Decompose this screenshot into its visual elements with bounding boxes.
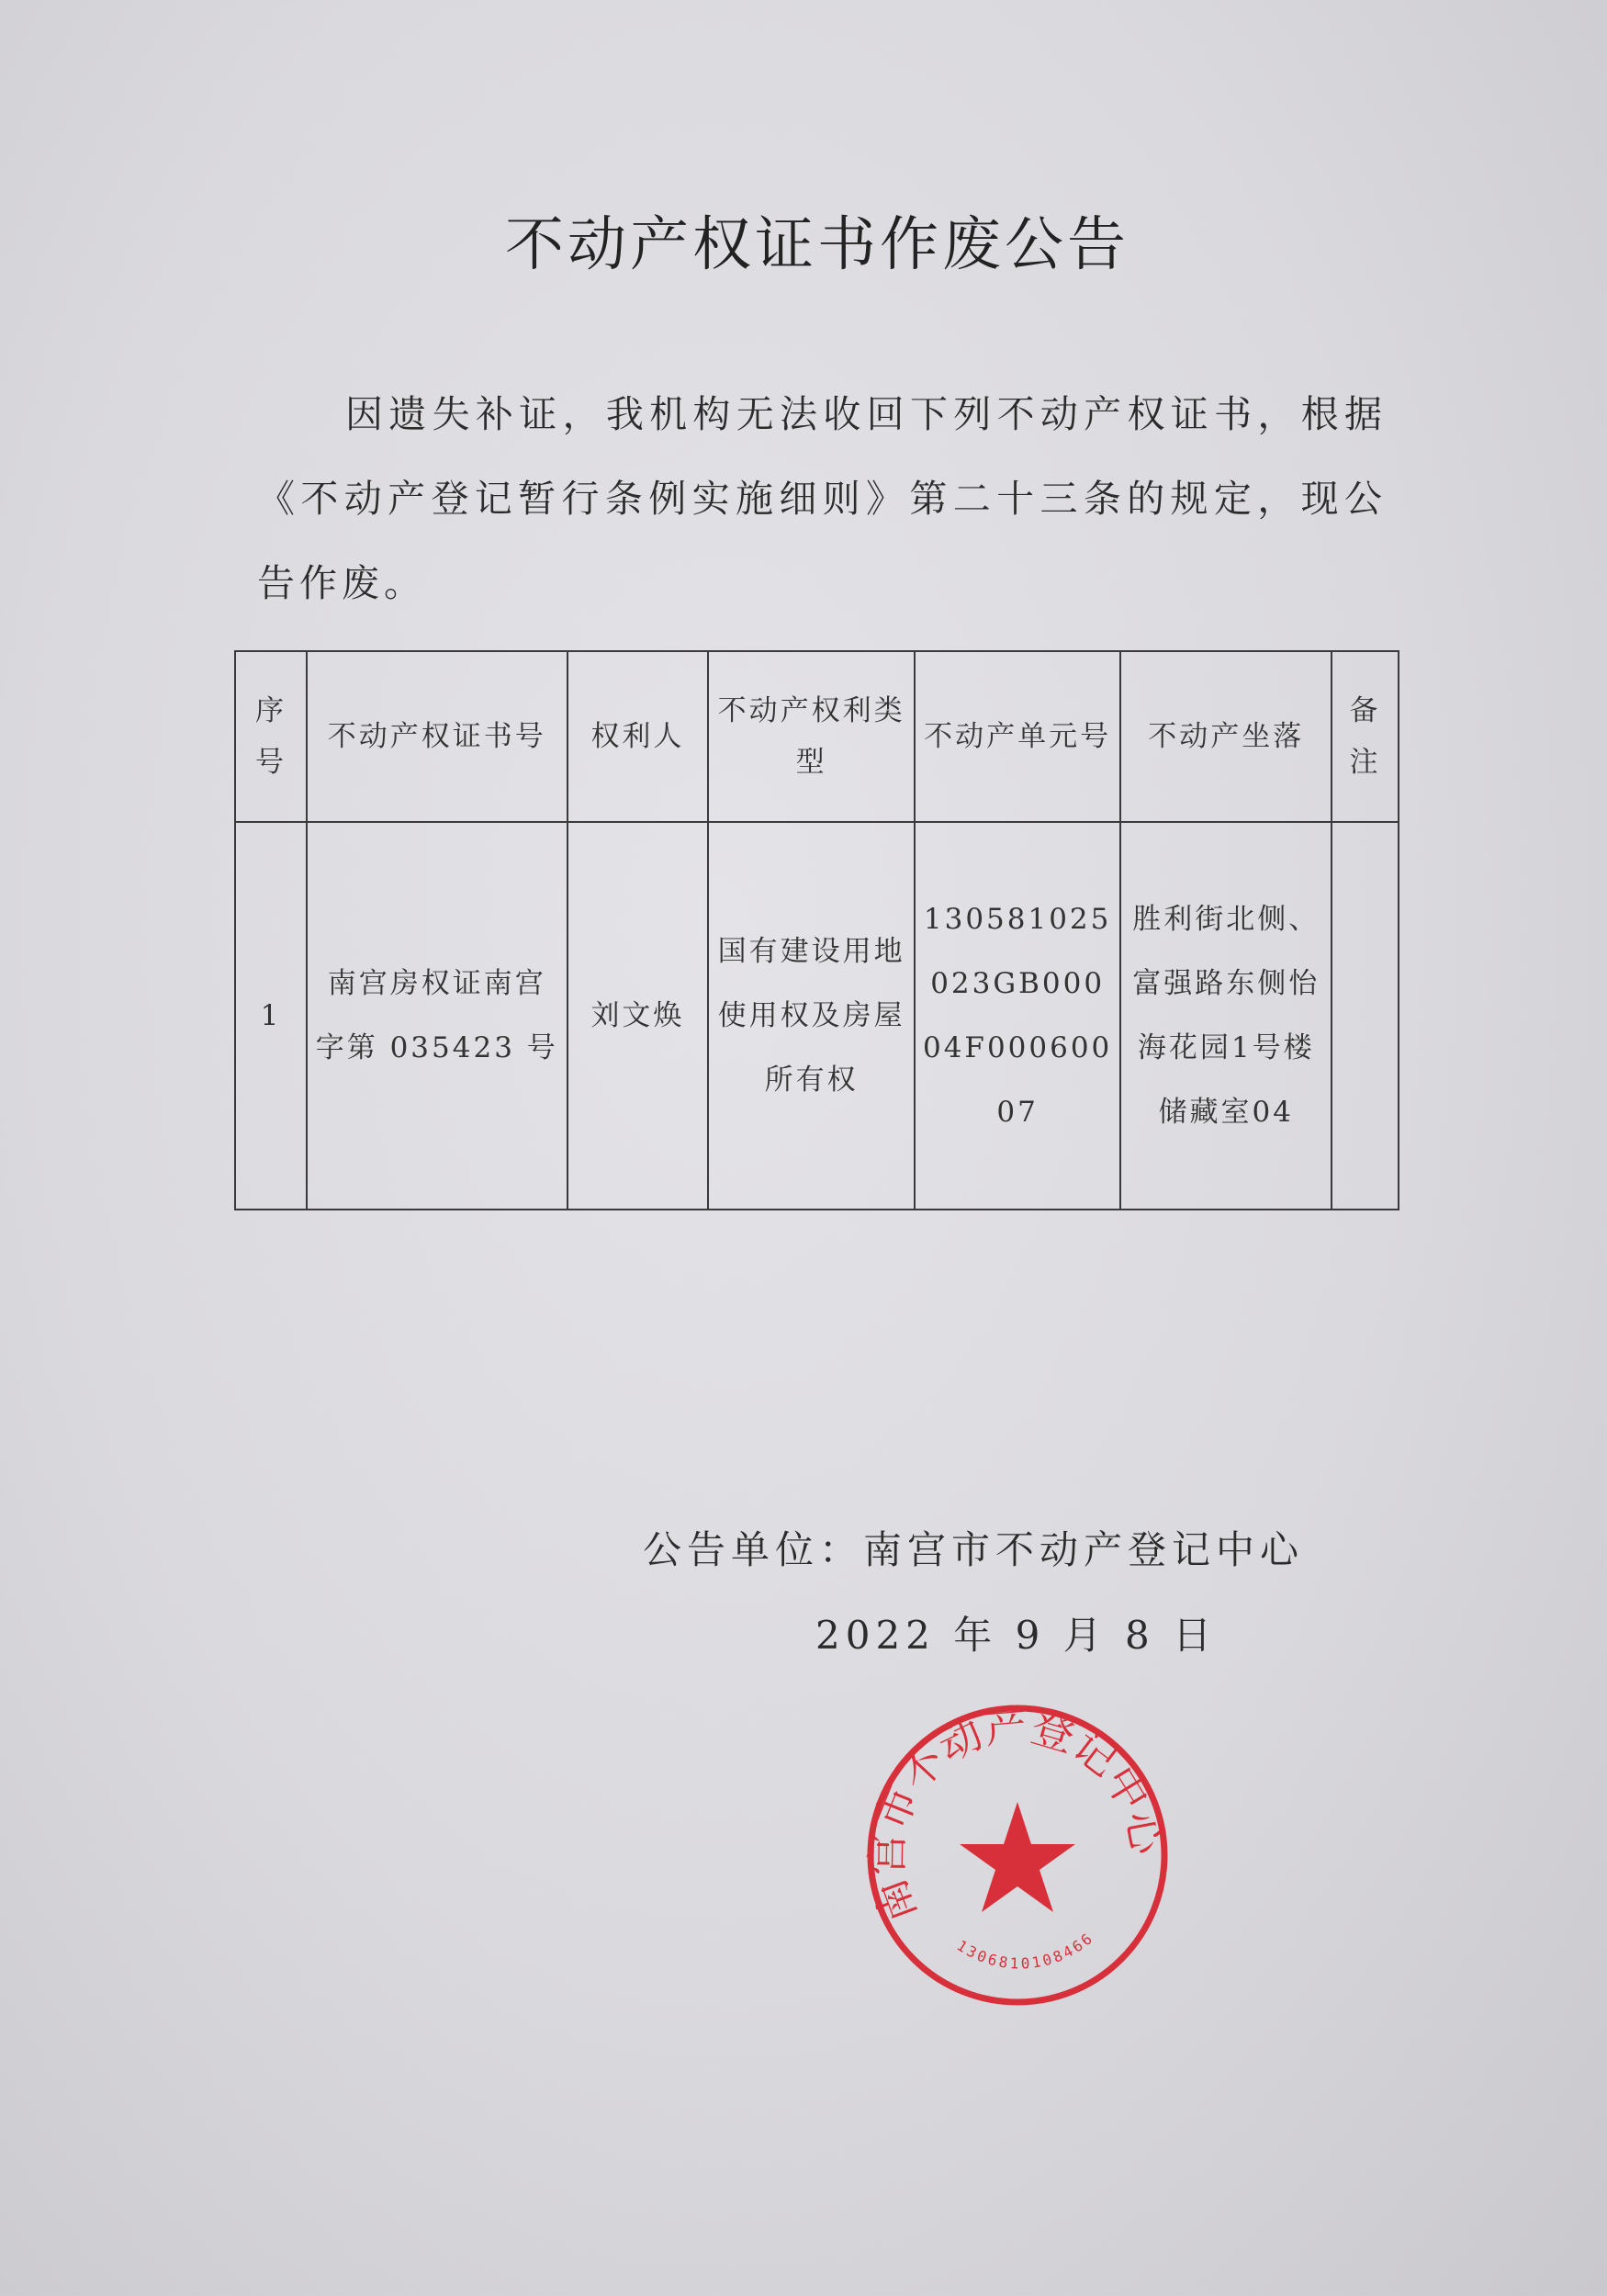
seal-code: 1306810108466 — [953, 1928, 1098, 1973]
notice-title: 不动产权证书作废公告 — [505, 211, 1129, 279]
cell-index: 1 — [235, 822, 307, 1210]
issue-date: 2022 年 9 月 8 日 — [815, 1613, 1218, 1658]
header-unit-no: 不动产单元号 — [915, 651, 1121, 822]
notice-body: 因遗失补证，我机构无法收回下列不动产权证书，根据《不动产登记暂行条例实施细则》第二十三条的规定，现公告作废。 — [257, 392, 1387, 605]
table-row — [235, 822, 1399, 1210]
star-icon — [960, 1802, 1075, 1912]
table-header-row — [235, 651, 1399, 822]
header-right-type: 不动产权利类型 — [708, 651, 915, 822]
header-remark: 备注 — [1332, 651, 1399, 822]
cell-cert-no: 南宫房权证南宫字第 035423 号 — [307, 822, 568, 1210]
issuer: 公告单位：南宫市不动产登记中心 — [643, 1527, 1305, 1572]
cell-owner: 刘文焕 — [568, 822, 709, 1210]
header-index: 序号 — [235, 651, 307, 822]
cell-remark — [1332, 822, 1399, 1210]
official-seal — [861, 1699, 1174, 2011]
cell-right-type: 国有建设用地使用权及房屋所有权 — [708, 822, 915, 1210]
cell-location: 胜利街北侧、富强路东侧怡海花园1号楼储藏室04 — [1120, 822, 1332, 1210]
certificate-table — [234, 650, 1399, 1210]
header-location: 不动产坐落 — [1120, 651, 1332, 822]
header-owner: 权利人 — [568, 651, 709, 822]
seal-text: 南宫市不动产登记中心 — [862, 1700, 1173, 1930]
cell-unit-no: 130581025023GB00004F00060007 — [915, 822, 1121, 1210]
header-cert-no: 不动产权证书号 — [307, 651, 568, 822]
